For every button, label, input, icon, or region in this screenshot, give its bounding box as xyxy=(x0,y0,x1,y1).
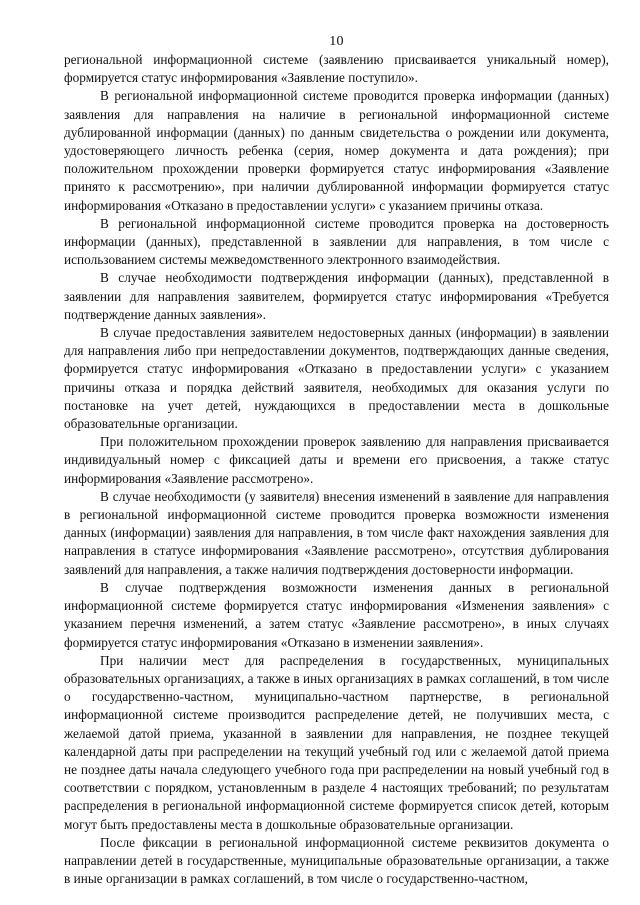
paragraph-reliability-check: В региональной информационной системе проводится проверка на достоверность информации (данных), представленной в заявлении для направления, в том числе с использованием системы межведомственного электронного взаимодействия. xyxy=(64,215,609,268)
paragraph-duplicate-check: В региональной информационной системе проводится проверка информации (данных) заявления для направления на наличие в региональной информационной системе дублированной информации (данных) по данным свидетельства о рождении или документа, удостоверяющего личность ребенка (серия, номер документа и дата рождения); при положительном прохождении проверки формируется статус информирования «Заявление принято к рассмотрению», при наличии дублированной информации формируется статус информирования «Отказано в предоставлении услуги» с указанием причины отказа. xyxy=(64,88,609,213)
paragraph-distribution: При наличии мест для распределения в государственных, муниципальных образовательных организациях, а также в иных организациях в рамках соглашений, в том числе о государственно-частном, муниципально-частном партнерстве, в региональной информационной системе производится распределение детей, не получивших места, с желаемой датой приема, указанной в заявлении для направления, не позднее текущей календарной даты при распределении на текущий учебный год или с желаемой датой приема не позднее даты начала следующего учебного года при распределении на новый учебный год в соответствии с порядком, установленным в разделе 4 настоящих требований; по результатам распределения в региональной информационной системе формируется список детей, которым могут быть предоставлены места в дошкольные образовательные организации. xyxy=(64,652,609,832)
paragraph-change-request: В случае необходимости (у заявителя) внесения изменений в заявление для направления в региональной информационной системе проводится проверка возможности изменения данных (информации) заявления для направления, в том числе факт нахождения заявления для направления в статусе информирования «Заявление рассмотрено», отсутствия дублирования заявлений для направления, а также наличия подтверждения достоверности информации. xyxy=(64,488,609,577)
page-number: 10 xyxy=(329,34,344,49)
paragraph-unreliable-data: В случае предоставления заявителем недостоверных данных (информации) в заявлении для направления либо при непредоставлении документов, подтверждающих данные сведения, формируется статус информирования «Отказано в предоставлении услуги» с указанием причины отказа и порядка действий заявителя, необходимых для оказания услуги по постановке на учет детей, нуждающихся в предоставлении места в дошкольные образовательные организации. xyxy=(64,325,609,432)
paragraph-number-assigned: При положительном прохождении проверок заявлению для направления присваивается индивидуальный номер с фиксацией даты и времени его присвоения, а также статус информирования «Заявление рассмотрено». xyxy=(64,434,609,486)
paragraph-confirmation-required: В случае необходимости подтверждения информации (данных), представленной в заявлении для направления заявителем, формируется статус информирования «Требуется подтверждение данных заявления». xyxy=(64,270,609,322)
document-body xyxy=(64,51,609,888)
paragraph-change-confirmed: В случае подтверждения возможности изменения данных в региональной информационной системе формируется статус информирования «Изменения заявления» с указанием перечня изменений, а затем статус «Заявление рассмотрено», в иных случаях формируется статус информирования «Отказано в изменении заявления». xyxy=(64,579,609,650)
paragraph-after-fixation: После фиксации в региональной информационной системе реквизитов документа о направлении детей в государственные, муниципальные образовательные организации, а также в иные организации в рамках соглашений, в том числе о государственно-частном, xyxy=(64,834,609,887)
paragraph-continued: региональной информационной системе (заявлению присваивается уникальный номер), формируется статус информирования «Заявление поступило». xyxy=(64,52,609,86)
